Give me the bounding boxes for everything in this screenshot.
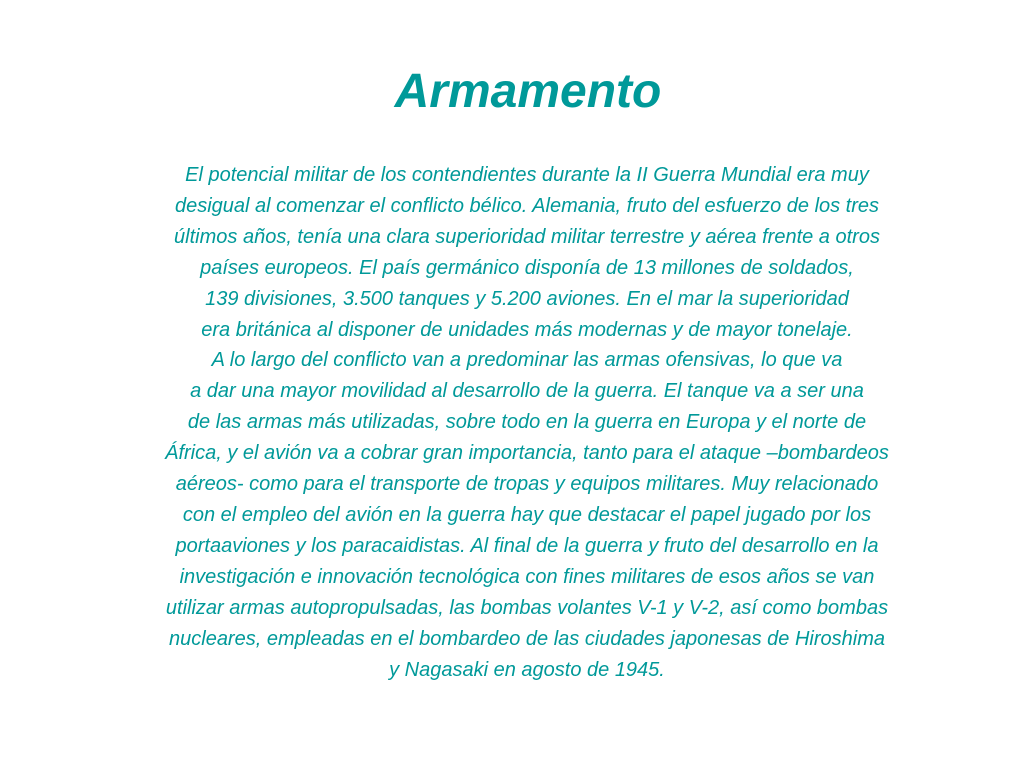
slide-body (0, 160, 1024, 685)
body-line: aéreos- como para el transporte de tropas y equipos militares. Muy relacionado (175, 473, 879, 496)
body-line: últimos años, tenía una clara superioridad militar terrestre y aérea frente a otros (174, 225, 880, 248)
body-line: nucleares, empleadas en el bombardeo de las ciudades japonesas de Hiroshima (169, 627, 885, 650)
body-line: investigación e innovación tecnológica con fines militares de esos años se van (179, 565, 875, 588)
body-line: desigual al comenzar el conflicto bélico. Alemania, fruto del esfuerzo de los tres (174, 194, 880, 217)
body-line: y Nagasaki en agosto de 1945. (389, 658, 665, 681)
body-line: con el empleo del avión en la guerra hay que destacar el papel jugado por los (182, 503, 872, 526)
slide-title: Armamento (394, 65, 662, 118)
body-line: utilizar armas autopropulsadas, las bombas volantes V-1 y V-2, así como bombas (165, 596, 889, 619)
body-line: países europeos. El país germánico disponía de 13 millones de soldados, (200, 256, 854, 279)
body-line: a dar una mayor movilidad al desarrollo de la guerra. El tanque va a ser una (190, 380, 864, 403)
body-line: África, y el avión va a cobrar gran importancia, tanto para el ataque –bombardeos (165, 442, 889, 465)
body-line: El potencial militar de los contendientes durante la II Guerra Mundial era muy (185, 164, 869, 186)
body-line: era británica al disponer de unidades más modernas y de mayor tonelaje. (201, 318, 853, 341)
body-line: A lo largo del conflicto van a predominar las armas ofensivas, lo que va (211, 349, 843, 372)
body-line: 139 divisiones, 3.500 tanques y 5.200 aviones. En el mar la superioridad (205, 287, 849, 310)
body-line: portaaviones y los paracaidistas. Al final de la guerra y fruto del desarrollo en la (175, 534, 879, 557)
body-line: de las armas más utilizadas, sobre todo en la guerra en Europa y el norte de (187, 411, 867, 434)
